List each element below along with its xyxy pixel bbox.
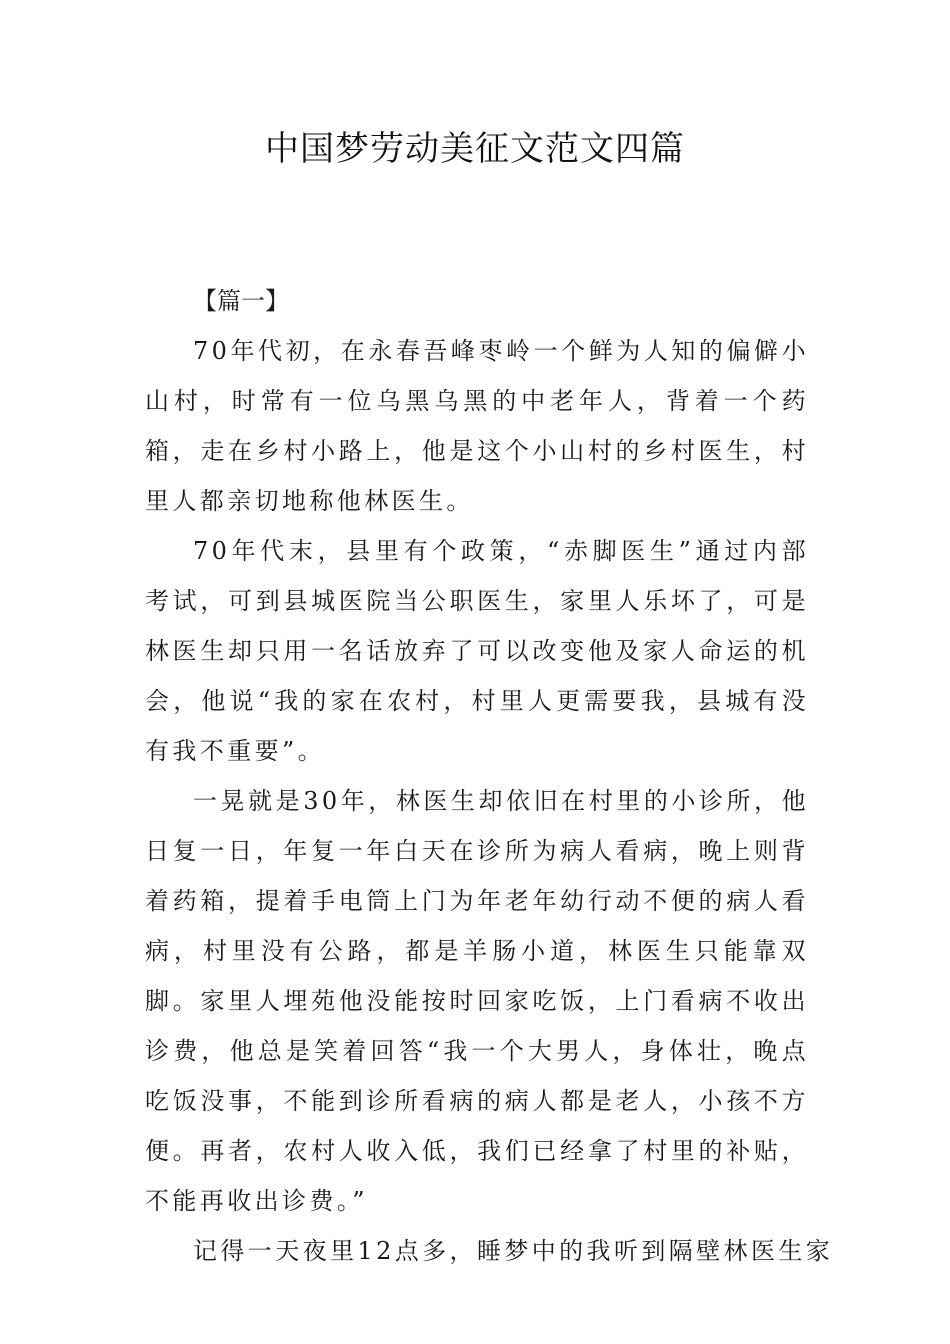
- paragraph-4: 记得一天夜里12点多，睡梦中的我听到隔壁林医生家: [193, 1237, 834, 1265]
- paragraph-1: 70年代初，在永春吾峰枣岭一个鲜为人知的偏僻小山村，时常有一位乌黑乌黑的中老年人，背着一个药箱，走在乡村小路上，他是这个小山村的乡村医生，村里人都亲切地称他林医生。: [145, 337, 809, 515]
- paragraph-3: 一晃就是30年，林医生却依旧在村里的小诊所，他日复一日，年复一年白天在诊所为病人看病，晚上则背着药箱，提着手电筒上门为年老年幼行动不便的病人看病，村里没有公路，都是羊肠小道，林医生只能靠双脚。家里人埋苑他没能按时回家吃饭，上门看病不收出诊费，他总是笑着回答“我一个大男人，身体壮，晚点吃饭没事，不能到诊所看病的病人都是老人，小孩不方便。再者，农村人收入低，我们已经拿了村里的补贴，不能再收出诊费。”: [145, 787, 809, 1215]
- paragraph-2: 70年代末，县里有个政策，“赤脚医生”通过内部考试，可到县城医院当公职医生，家里人乐坏了，可是林医生却只用一名话放弃了可以改变他及家人命运的机会，他说“我的家在农村，村里人更需要我，县城有没有我不重要”。: [145, 537, 809, 765]
- section-label: 【篇一】: [193, 287, 289, 315]
- document-title: 中国梦劳动美征文范文四篇: [265, 129, 685, 169]
- document-body: [145, 276, 834, 1276]
